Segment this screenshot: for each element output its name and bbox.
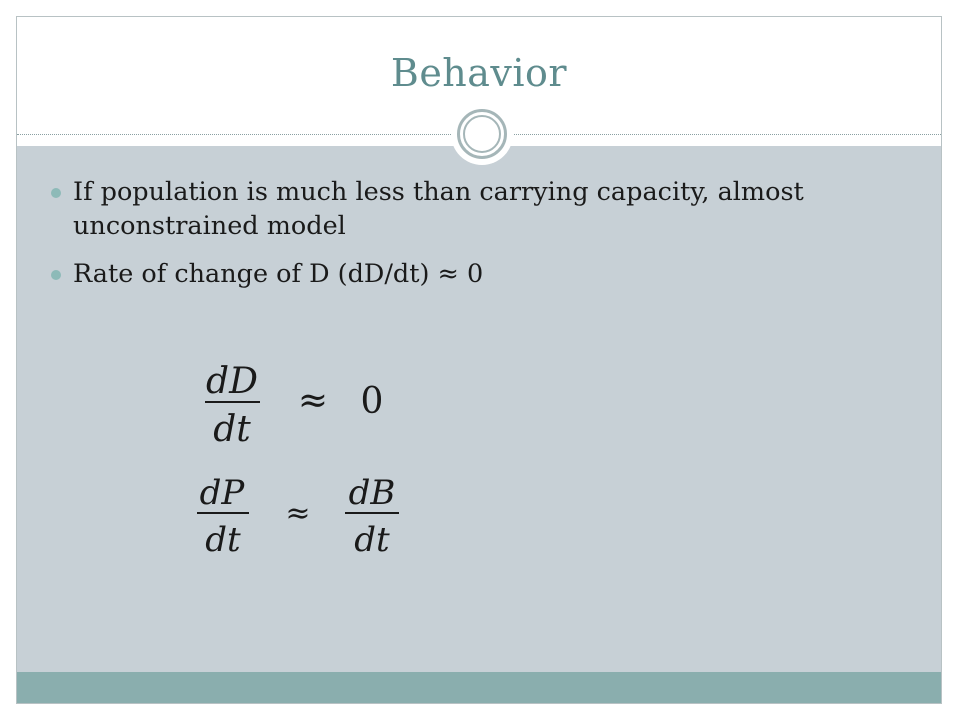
eq2-rhs-numerator: dB bbox=[348, 473, 396, 513]
equation-2 bbox=[197, 473, 399, 560]
eq2-lhs-denominator: dt bbox=[205, 520, 241, 560]
eq2-relation: ≈ bbox=[285, 496, 311, 531]
slide-frame bbox=[16, 16, 942, 704]
equations bbox=[17, 17, 942, 704]
bullet-text: Rate of change of D (dD/dt) ≈ 0 bbox=[73, 259, 484, 289]
eq1-numerator: dD bbox=[206, 361, 258, 402]
eq1-relation: ≈ bbox=[297, 380, 329, 421]
eq2-lhs-numerator: dP bbox=[199, 473, 245, 513]
equation-1 bbox=[205, 361, 383, 450]
slide-title: Behavior bbox=[390, 51, 568, 95]
bullet-text: If population is much less than carrying capacity, almost unconstrained model bbox=[73, 177, 804, 241]
eq1-denominator: dt bbox=[213, 409, 251, 450]
eq2-rhs-denominator: dt bbox=[354, 520, 390, 560]
eq1-rhs: 0 bbox=[360, 381, 384, 422]
